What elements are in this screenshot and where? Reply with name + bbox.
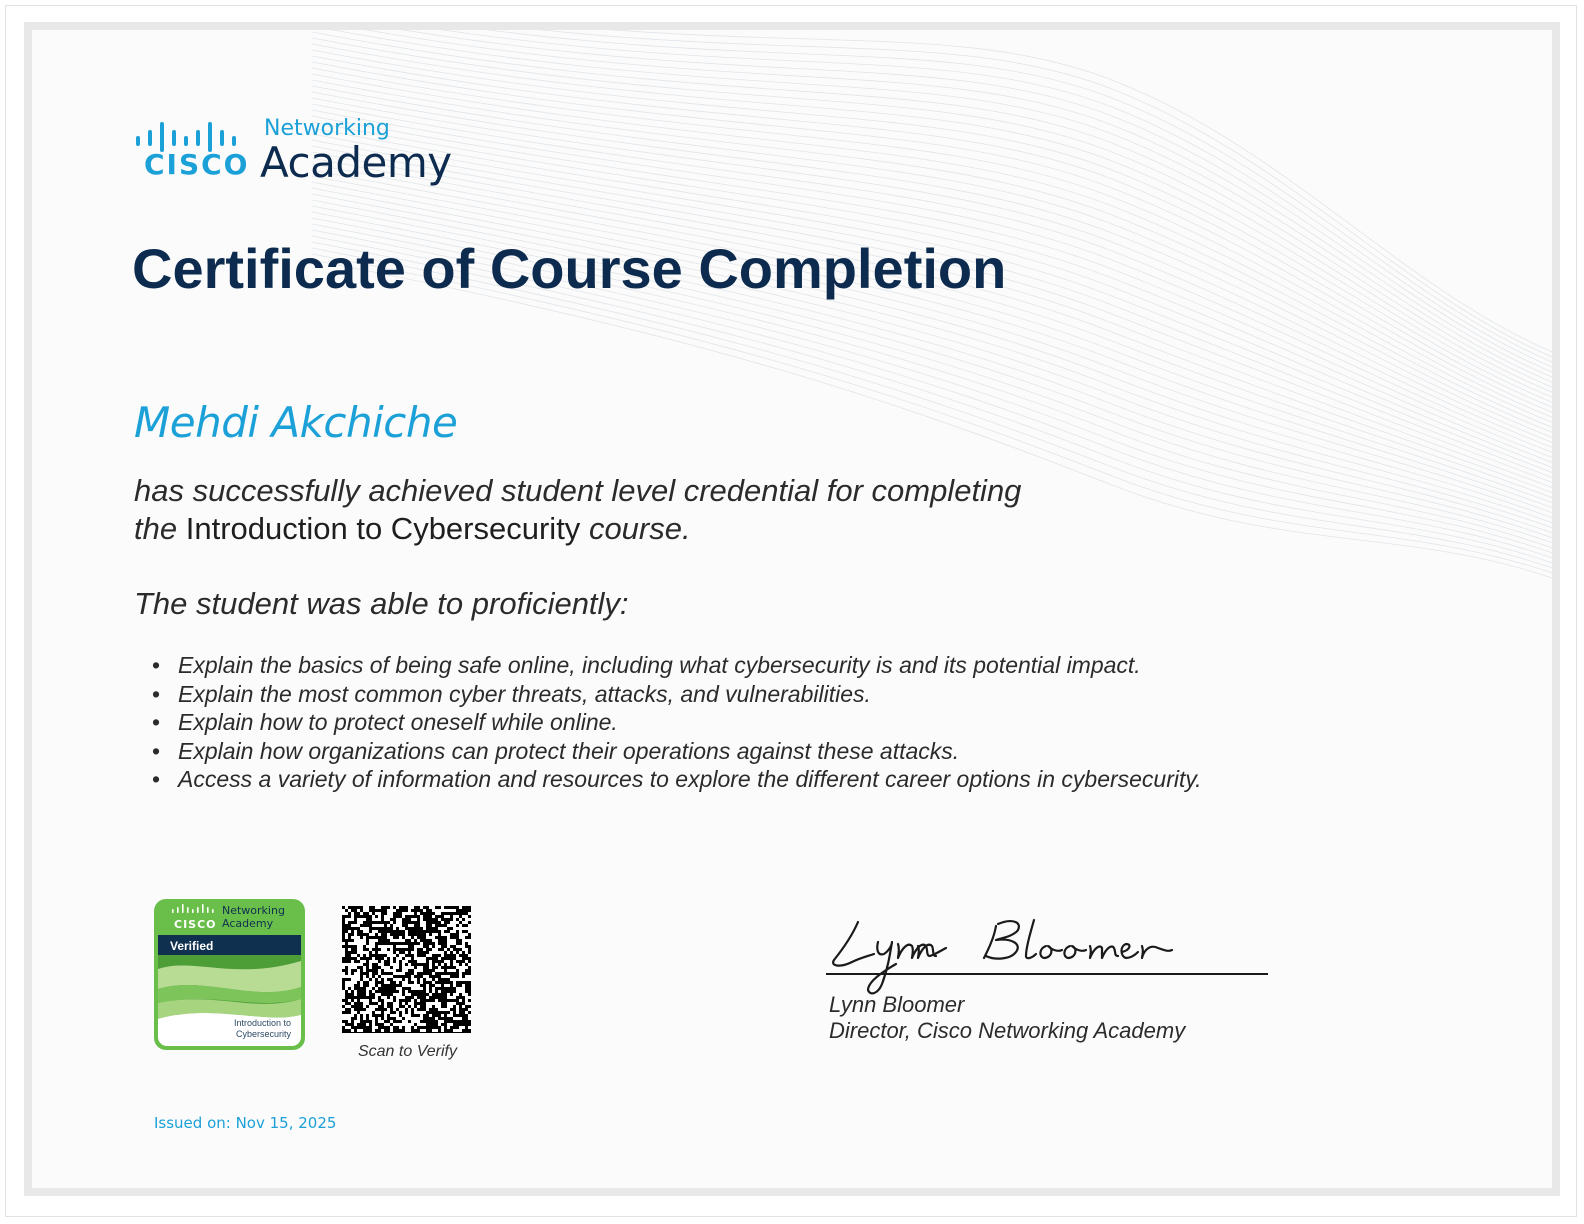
- badge-verified-label: Verified: [170, 939, 214, 953]
- cisco-wordmark: CISCO: [144, 148, 250, 181]
- statement-line-1: has successfully achieved student level credential for completing: [134, 473, 1022, 508]
- list-item: [150, 680, 1202, 709]
- badge-networking-text: Networking: [222, 904, 285, 917]
- abilities-intro: The student was able to proficiently:: [134, 586, 629, 621]
- statement-course: course.: [588, 511, 691, 546]
- recipient-name: Mehdi Akchiche: [134, 398, 458, 447]
- outcome-text: Explain the most common cyber threats, attacks, and vulnerabilities.: [178, 680, 871, 707]
- list-item: [150, 651, 1202, 680]
- bullet-icon: •: [152, 737, 161, 764]
- statement-the: the: [134, 511, 178, 546]
- outcome-text: Explain the basics of being safe online, including what cybersecurity is and its potential impact.: [178, 652, 1141, 678]
- signer-title: Director, Cisco Networking Academy: [829, 1018, 1186, 1043]
- handwritten-signature: [826, 906, 1186, 1002]
- bullet-icon: •: [152, 652, 161, 678]
- badge-academy-text: Academy: [222, 917, 274, 930]
- outcome-text: Explain how organizations can protect their operations against these attacks.: [178, 737, 960, 764]
- list-item: [150, 708, 1202, 737]
- badge-course-line-1: Introduction to: [233, 1018, 291, 1028]
- badge-course-name: [201, 1018, 291, 1040]
- signer-name: Lynn Bloomer: [829, 992, 965, 1017]
- issued-date: Issued on: Nov 15, 2025: [154, 1114, 337, 1132]
- qr-code-icon[interactable]: [342, 906, 471, 1033]
- badge-course-line-2: Cybersecurity: [235, 1029, 291, 1039]
- outcome-text: Access a variety of information and resources to explore the different career options in cybersecurity.: [178, 766, 1202, 793]
- logo-academy-text: Academy: [260, 138, 452, 187]
- list-item: [150, 737, 1202, 766]
- cisco-logo-mark: [134, 122, 250, 188]
- certificate-title: Certificate of Course Completion: [132, 237, 1007, 300]
- scan-to-verify-label: Scan to Verify: [357, 1043, 457, 1060]
- logo-networking-text: Networking: [264, 116, 390, 141]
- course-name: Introduction to Cybersecurity: [185, 511, 581, 546]
- badge-cisco-wordmark: CISCO: [174, 918, 217, 931]
- verified-badge-icon[interactable]: [154, 899, 305, 1050]
- list-item: [150, 765, 1202, 794]
- completion-statement: [134, 472, 1334, 548]
- learning-outcomes-list: [150, 651, 1202, 794]
- bullet-icon: •: [152, 709, 161, 736]
- bullet-icon: •: [152, 766, 161, 793]
- signature-line: [826, 973, 1268, 975]
- outcome-text: Explain how to protect oneself while online.: [178, 709, 618, 736]
- bullet-icon: •: [152, 680, 161, 707]
